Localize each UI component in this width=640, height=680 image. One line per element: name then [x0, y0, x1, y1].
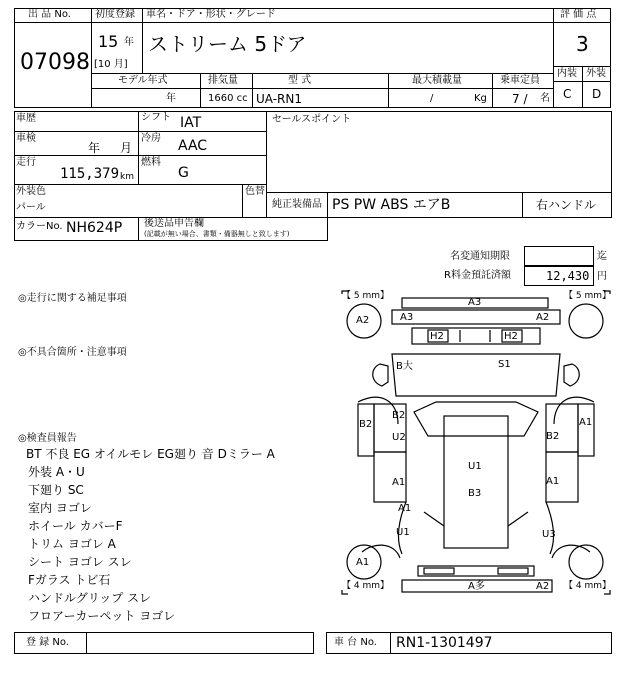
exterior-grade: D: [592, 87, 602, 101]
aftermarket-note: (記載が無い場合、書類・備器無しと致します): [144, 230, 290, 238]
inspector-line-8: Fガラス トビ石: [28, 573, 111, 587]
mark-front-left-tire: A2: [356, 315, 370, 326]
score-value: 3: [576, 32, 589, 56]
fuel-value: G: [178, 165, 189, 181]
inspection-label: 車検: [16, 133, 36, 144]
first-reg-year: 15: [98, 32, 119, 51]
steering-value: 右ハンドル: [536, 198, 597, 212]
mark-hood-dent: B大: [396, 361, 413, 372]
recycle-unit: 円: [597, 271, 607, 282]
type-value: UA-RN1: [256, 92, 303, 106]
inspector-line-10: フロアーカーペット ヨゴレ: [28, 609, 176, 623]
inspector-line-2: 外装 A・U: [28, 465, 85, 479]
ac-label: 冷房: [141, 133, 161, 144]
inspector-line-5: ホイール カバーF: [28, 519, 123, 533]
inspection-month: 月: [120, 141, 133, 155]
mark-right-rear-door: A1: [546, 476, 560, 487]
chassis-no-label: 車 台 No.: [334, 637, 377, 648]
inspector-label: ◎検査員報告: [18, 433, 77, 444]
ac-value: AAC: [178, 138, 208, 154]
mark-rear-left-tire: A1: [356, 557, 370, 568]
type-label: 型 式: [288, 75, 312, 86]
color-no-label: カラーNo.: [16, 221, 63, 232]
first-reg-month: [10 月]: [94, 59, 128, 70]
mileage-unit: km: [120, 172, 134, 182]
aftermarket-label: 後送品申告欄: [144, 218, 204, 229]
inspector-line-3: 下廻り SC: [28, 483, 84, 497]
defects-label: ◎不具合箇所・注意事項: [18, 347, 127, 358]
mark-rear-bumper: A多: [468, 581, 485, 592]
mark-bumper-right: A2: [536, 312, 550, 323]
tire-depth-rear-right: 【 4 mm】: [564, 581, 611, 591]
capacity-value: 7 /: [512, 92, 528, 106]
tire-depth-front-right: 【 5 mm】: [564, 291, 611, 301]
mark-roof-b: B3: [468, 488, 482, 499]
lot-label: 出 品 No.: [28, 9, 71, 20]
color-label: 外装色: [16, 186, 46, 197]
tire-depth-front-left: 【 5 mm】: [342, 291, 389, 301]
mark-right-quarter: U3: [542, 529, 556, 540]
equipment-label: 純正装備品: [272, 199, 322, 210]
recycle-amount: 12,430: [546, 269, 590, 283]
lot-number: 07098: [20, 50, 90, 75]
color-box: [14, 184, 267, 218]
max-load-label: 最大積載量: [412, 75, 462, 86]
max-load-sep: /: [430, 93, 434, 104]
car-outline-svg: [340, 290, 612, 596]
shift-value: IAT: [180, 115, 202, 131]
year-unit: 年: [124, 37, 134, 48]
inspector-line-1: BT 不良 EG オイルモレ EG廻り 音 Dミラー A: [26, 447, 275, 461]
color-no-value: NH624P: [66, 220, 123, 236]
score-label: 評 価 点: [560, 9, 597, 20]
inspector-line-7: シート ヨゴレ スレ: [28, 555, 132, 569]
fuel-label: 燃料: [141, 157, 161, 168]
car-name: ストリーム 5ドア: [148, 32, 307, 56]
mark-headlight-right: H2: [504, 331, 518, 342]
model-year-unit: 年: [166, 93, 176, 104]
displacement-value: 1660 cc: [208, 93, 248, 104]
car-name-label: 車名・ドア・形状・グレード: [146, 9, 276, 20]
mark-left-door-b: B2: [392, 410, 406, 421]
interior-label: 内装: [557, 68, 577, 79]
car-diagram: [340, 290, 612, 596]
recycle-label: R料金預託済額: [444, 270, 511, 281]
mark-rear-bumper-right: A2: [536, 581, 550, 592]
inspector-line-4: 室内 ヨゴレ: [28, 501, 92, 515]
first-reg-label: 初度登録: [95, 9, 135, 20]
max-load-unit: Kg: [474, 93, 487, 104]
mark-right-door: B2: [546, 431, 560, 442]
sales-point-label: セールスポイント: [272, 114, 352, 125]
reg-no-label: 登 録 No.: [26, 637, 69, 648]
history-label: 車歴: [16, 113, 36, 124]
interior-grade: C: [563, 87, 572, 101]
notice-unit: 迄: [597, 251, 607, 262]
mark-left-quarter-a: A1: [398, 503, 412, 514]
driving-notes-label: ◎走行に関する補足事項: [18, 293, 127, 304]
displacement-label: 排気量: [208, 75, 238, 86]
capacity-unit: 名: [540, 93, 550, 104]
mark-bumper-left: A3: [400, 312, 414, 323]
equipment-value: PS PW ABS エアB: [332, 197, 451, 213]
color-change-label: 色替: [245, 186, 265, 197]
mark-hood-scratch: S1: [498, 359, 511, 370]
exterior-label: 外装: [586, 68, 606, 79]
notice-label: 名変通知期限: [450, 251, 510, 262]
mark-headlight-left: H2: [430, 331, 444, 342]
mark-left-rear-door: A1: [392, 477, 406, 488]
model-year-label: モデル年式: [118, 75, 168, 86]
mark-roof-u: U1: [468, 461, 482, 472]
mileage-value: 115,379: [60, 166, 120, 182]
mark-left-quarter-u: U1: [396, 527, 410, 538]
notice-box: [524, 246, 594, 266]
capacity-label: 乗車定員: [500, 75, 540, 86]
color-value: パール: [16, 202, 46, 213]
tire-depth-rear-left: 【 4 mm】: [342, 581, 389, 591]
inspection-year: 年: [88, 141, 101, 155]
shift-label: シフト: [141, 112, 171, 123]
mark-right-fender: A1: [579, 417, 593, 428]
mark-left-fender: B2: [359, 419, 373, 430]
mark-left-door-u: U2: [392, 432, 406, 443]
inspector-line-9: ハンドルグリップ スレ: [28, 591, 152, 605]
mileage-label: 走行: [16, 157, 36, 168]
chassis-no-value: RN1-1301497: [396, 635, 493, 651]
inspector-line-6: トリム ヨゴレ A: [28, 537, 116, 551]
mark-front-bumper: A3: [468, 297, 482, 308]
